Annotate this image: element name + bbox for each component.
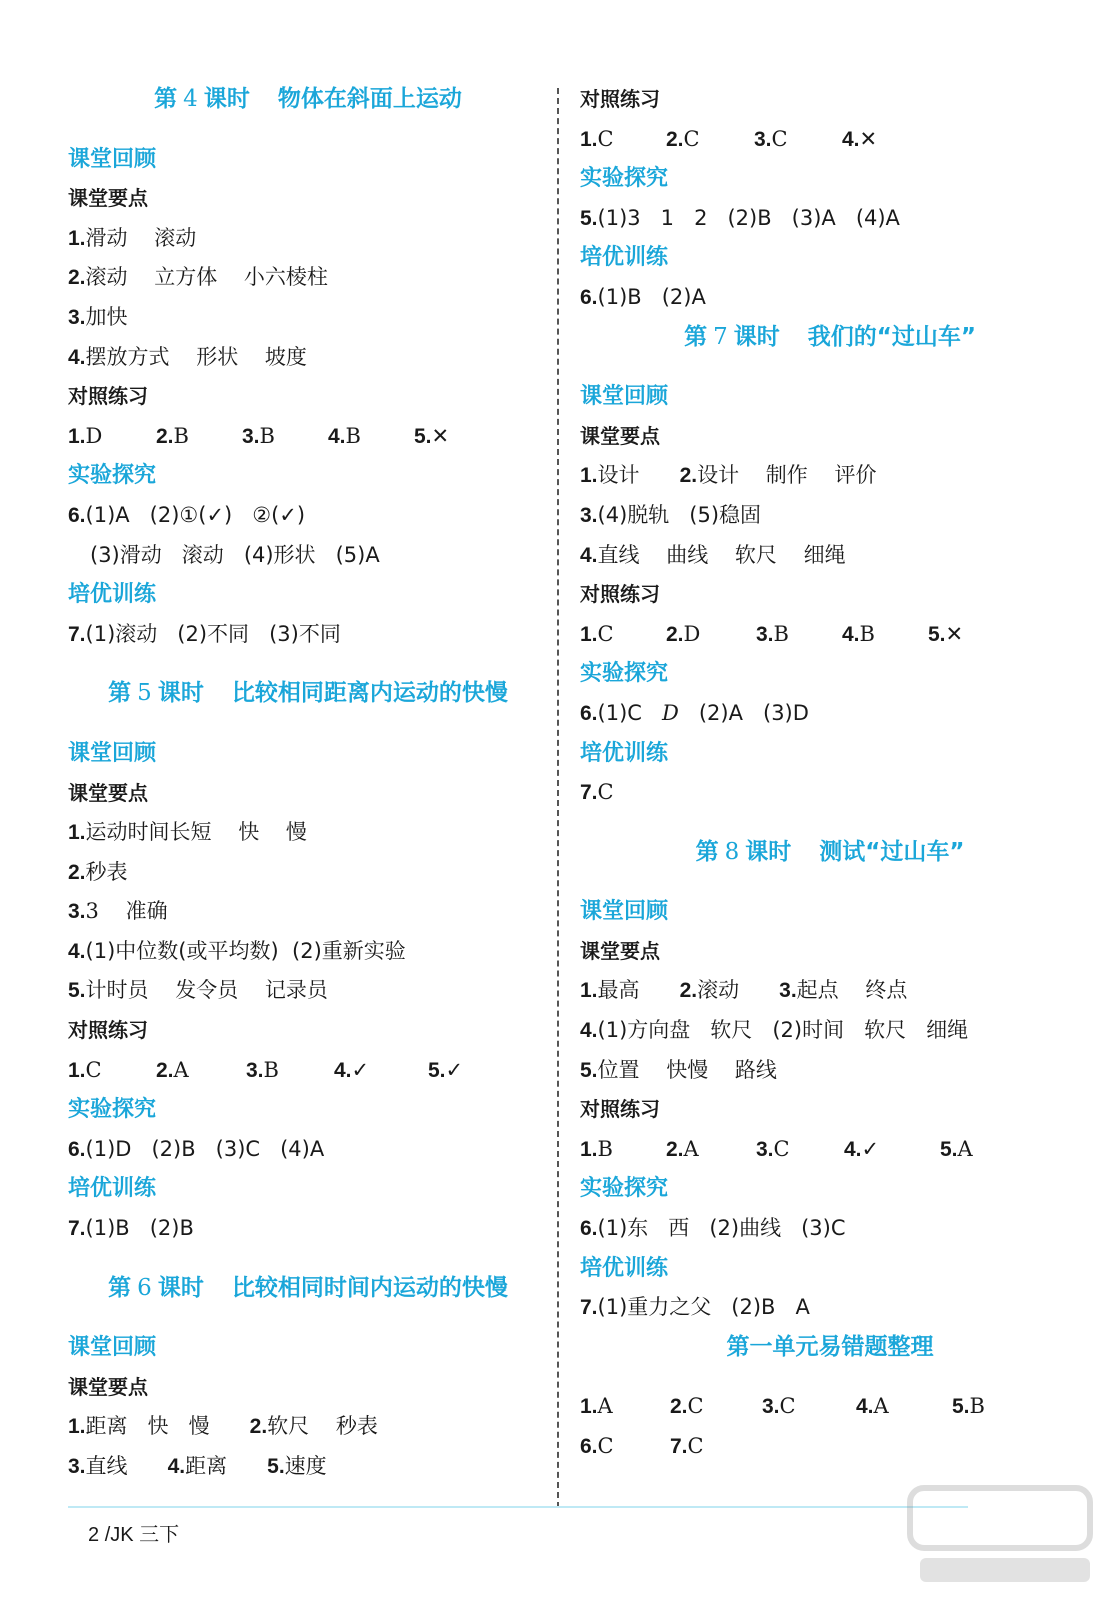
subsection-points: 课堂要点 <box>68 1374 148 1399</box>
answer-line: 4.直线 曲线 软尺 细绳 <box>580 542 846 567</box>
subsection-practice: 对照练习 <box>68 1018 148 1043</box>
answer-row: 1.C 2.C 3.C 4.✕ <box>580 126 878 151</box>
subsection-points: 课堂要点 <box>580 423 660 448</box>
section-review: 课堂回顾 <box>580 899 669 925</box>
section-review: 课堂回顾 <box>68 146 157 172</box>
answer-line: 3.3 准确 <box>68 899 168 924</box>
footer-label: /JK 三下 <box>104 1524 180 1546</box>
answer-line: 7.C <box>580 780 614 805</box>
answer-line: 7.(1)重力之父 (2)B A <box>580 1295 810 1320</box>
lesson-5-title: 第 5 课时 比较相同距离内运动的快慢 <box>108 680 508 707</box>
answer-line: 6.(1)A (2)①(✓) ②(✓) <box>68 502 306 527</box>
section-review: 课堂回顾 <box>68 1335 157 1361</box>
answer-line: 4.(1)中位数(或平均数) (2)重新实验 <box>68 938 406 963</box>
section-experiment: 实验探究 <box>580 166 669 192</box>
mxqe-watermark-icon <box>900 1480 1100 1590</box>
answer-line: (3)滑动 滚动 (4)形状 (5)A <box>90 542 380 567</box>
answer-line: 6.(1)D (2)B (3)C (4)A <box>68 1136 325 1161</box>
section-experiment: 实验探究 <box>68 1097 157 1123</box>
section-training: 培优训练 <box>68 582 157 608</box>
lesson-6-title: 第 6 课时 比较相同时间内运动的快慢 <box>108 1274 508 1301</box>
unit-review-title: 第一单元易错题整理 <box>726 1333 934 1360</box>
section-review: 课堂回顾 <box>580 384 669 410</box>
answer-row: 6.C 7.C <box>580 1434 704 1458</box>
section-experiment: 实验探究 <box>68 463 157 489</box>
section-training: 培优训练 <box>580 1255 669 1281</box>
subsection-points: 课堂要点 <box>580 938 660 963</box>
answer-line: 1.设计 2.设计 制作 评价 <box>580 463 877 488</box>
subsection-points: 课堂要点 <box>68 186 148 211</box>
answer-line: 1.最高 2.滚动 3.起点 终点 <box>580 978 908 1003</box>
answer-line: 3.加快 <box>68 304 128 329</box>
answer-row: 1.D 2.B 3.B 4.B 5.✕ <box>68 423 450 448</box>
answer-row: 1.A 2.C 3.C 4.A 5.B <box>580 1394 985 1419</box>
subsection-practice: 对照练习 <box>580 582 660 607</box>
answer-row: 1.C 2.A 3.B 4.✓ 5.✓ <box>68 1057 464 1082</box>
answer-line: 7.(1)B (2)B <box>68 1216 194 1241</box>
section-experiment: 实验探究 <box>580 661 669 687</box>
answer-row: 1.C 2.D 3.B 4.B 5.✕ <box>580 621 964 646</box>
page-footer <box>88 1518 179 1547</box>
answer-line: 3.直线 4.距离 5.速度 <box>68 1454 327 1478</box>
answer-line: 7.(1)滚动 (2)不同 (3)不同 <box>68 621 341 646</box>
page-number: 2 <box>88 1524 100 1546</box>
section-training: 培优训练 <box>580 740 669 766</box>
subsection-practice: 对照练习 <box>580 87 660 111</box>
section-training: 培优训练 <box>68 1176 157 1202</box>
answer-line: 3.(4)脱轨 (5)稳固 <box>580 502 762 527</box>
answer-line: 2.滚动 立方体 小六棱柱 <box>68 265 328 290</box>
left-column <box>68 80 548 1487</box>
answer-line: 2.秒表 <box>68 859 128 884</box>
answer-line: 6.(1)B (2)A <box>580 284 706 309</box>
lesson-4-title: 第 4 课时 物体在斜面上运动 <box>154 86 462 112</box>
answer-line: 4.(1)方向盘 软尺 (2)时间 软尺 细绳 <box>580 1018 969 1043</box>
answer-line: 5.位置 快慢 路线 <box>580 1057 777 1082</box>
section-review: 课堂回顾 <box>68 740 157 766</box>
answer-line: 1.运动时间长短 快 慢 <box>68 820 307 845</box>
footer-rule <box>68 1506 968 1508</box>
subsection-practice: 对照练习 <box>68 384 148 409</box>
answer-line: 1.滑动 滚动 <box>68 225 197 250</box>
answer-line: 5.计时员 发令员 记录员 <box>68 978 328 1003</box>
subsection-points: 课堂要点 <box>68 780 148 805</box>
answer-line: 6.(1)东 西 (2)曲线 (3)C <box>580 1216 846 1241</box>
answer-row: 1.B 2.A 3.C 4.✓ 5.A <box>580 1136 973 1161</box>
subsection-practice: 对照练习 <box>580 1097 660 1122</box>
section-experiment: 实验探究 <box>580 1176 669 1202</box>
right-column <box>580 80 1080 1467</box>
answer-line: 1.距离 快 慢 2.软尺 秒表 <box>68 1414 378 1439</box>
answer-line: 5.(1)3 1 2 (2)B (3)A (4)A <box>580 205 900 230</box>
answer-line: 6.(1)C D (2)A (3)D <box>580 700 809 725</box>
column-divider <box>557 88 559 1508</box>
lesson-7-title: 第 7 课时 我们的“过山车” <box>684 323 976 350</box>
answer-line: 4.摆放方式 形状 坡度 <box>68 344 307 369</box>
lesson-8-title: 第 8 课时 测试“过山车” <box>695 838 965 865</box>
section-training: 培优训练 <box>580 245 669 271</box>
